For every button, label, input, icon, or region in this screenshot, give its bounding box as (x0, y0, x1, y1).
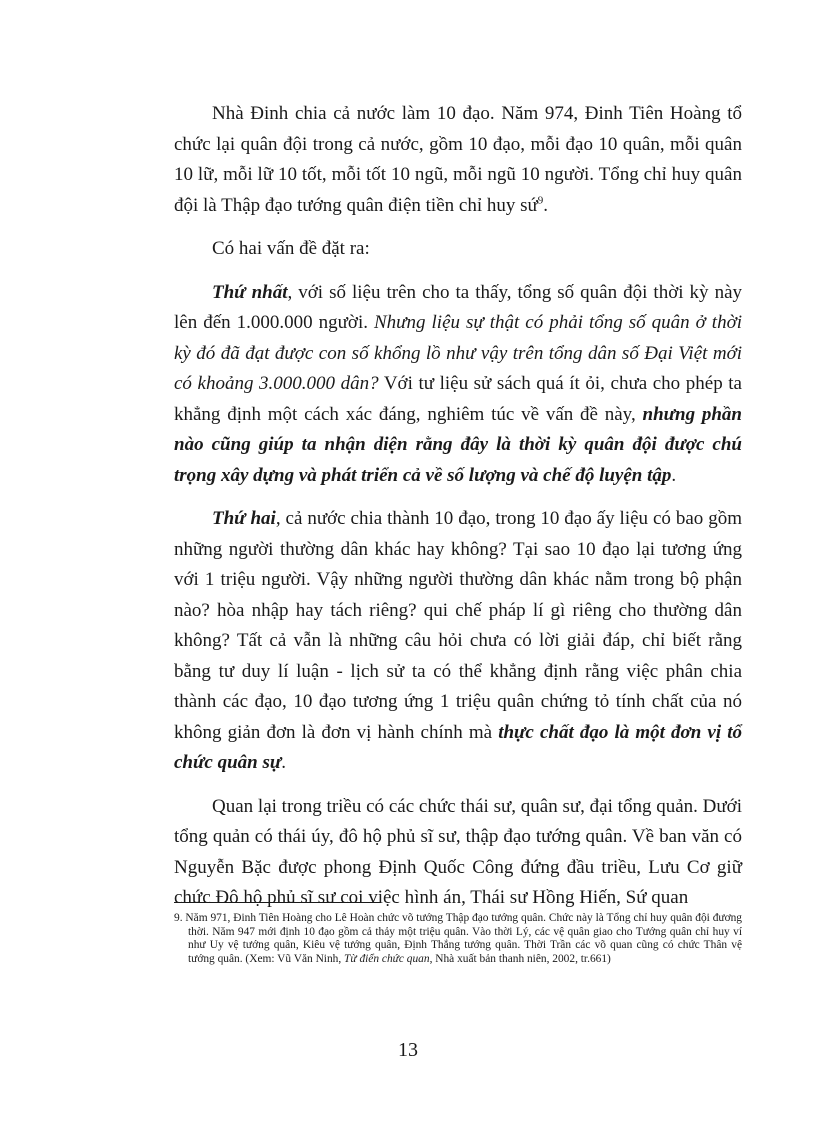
footnote (174, 912, 742, 966)
footnote-separator (174, 902, 380, 903)
footnote-book-title: Từ điển chức quan (344, 952, 430, 965)
text-run: Có hai vấn đề đặt ra: (212, 238, 370, 259)
footnote-text: 9. Năm 971, Đinh Tiên Hoàng cho Lê Hoàn chức võ tướng Thập đạo tướng quân. Chức này là Tổng chỉ huy quân đội đương thời. Năm 947 mới định 10 đạo gồm cả thảy một triệu quân. Vào thời Lý, các vệ quân giao cho Tướng quân chỉ huy ví như Uy vệ tướng quân, Kiêu vệ tướng quân, Định Thắng tướng quân. Thời Trần các võ quan cũng có chức Thân vệ tướng quân. (Xem: Vũ Văn Ninh, (174, 912, 742, 965)
text-run: . (281, 752, 286, 773)
body-text (174, 99, 742, 914)
paragraph (174, 99, 742, 221)
paragraph (174, 792, 742, 914)
emphasis-bold-italic: Thứ nhất (212, 281, 288, 303)
paragraph (174, 234, 742, 265)
paragraph (174, 278, 742, 492)
text-run: Quan lại trong triều có các chức thái sư, quân sư, đại tổng quản. Dưới tổng quản có thái úy, đô hộ phủ sĩ sư, thập đạo tướng quân. Về ban văn có Nguyễn Bặc được phong Định Quốc Công đứng đầu triều, Lưu Cơ giữ chức Đô hộ phủ sĩ sư coi việc hình án, Thái sư Hồng Hiến, Sứ quan (174, 795, 742, 908)
text-run: Nhà Đinh chia cả nước làm 10 đạo. Năm 974, Đinh Tiên Hoàng tổ chức lại quân đội trong cả nước, gồm 10 đạo, mỗi đạo 10 quân, mỗi quân 10 lữ, mỗi lữ 10 tốt, mỗi tốt 10 ngũ, mỗi ngũ 10 người. Tổng chỉ huy quân đội là Thập đạo tướng quân điện tiền chỉ huy sứ (174, 103, 742, 216)
paragraph (174, 504, 742, 779)
emphasis-bold-italic: thực chất đạo là một đơn vị tổ chức quân sự (174, 721, 743, 773)
page-number: 13 (398, 1039, 418, 1061)
emphasis-italic: Nhưng liệu sự thật có phải tổng số quân ở thời kỳ đó đã đạt được con số khổng lồ như vậy trên tổng dân số Đại Việt mới có khoảng 3.000.000 dân? (174, 312, 742, 394)
text-run: , cả nước chia thành 10 đạo, trong 10 đạo ấy liệu có bao gồm những người thường dân khác hay không? Tại sao 10 đạo lại tương ứng với 1 triệu người. Vậy những người thường dân khác nằm trong bộ phận nào? hòa nhập hay tách riêng? qui chế pháp lí gì riêng cho thường dân không? Tất cả vẫn là những câu hỏi chưa có lời giải đáp, chỉ biết rằng bằng tư duy lí luận - lịch sử ta có thể khẳng định rằng việc phân chia thành các đạo, 10 đạo tương ứng 1 triệu quân chứng tỏ tính chất của nó không giản đơn là đơn vị hành chính mà (174, 508, 742, 743)
emphasis-bold-italic: Thứ hai (212, 508, 276, 529)
text-run: . (671, 464, 677, 486)
emphasis-bold-italic: nhưng phần nào cũng giúp ta nhận diện rằng đây là thời kỳ quân đội được chú trọng xây dựng và phát triển cả về số lượng và chế độ luyện tập (174, 403, 743, 486)
text-run: Với tư liệu sử sách quá ít ỏi, chưa cho phép ta khẳng định một cách xác đáng, nghiêm túc về vấn đề này, (174, 373, 742, 425)
text-run: , với số liệu trên cho ta thấy, tổng số quân đội thời kỳ này lên đến 1.000.000 người. (174, 281, 742, 333)
footnote-reference[interactable]: 9 (537, 194, 544, 207)
text-run: . (543, 194, 549, 216)
footnote-text: , Nhà xuất bản thanh niên, 2002, tr.661) (429, 952, 611, 965)
